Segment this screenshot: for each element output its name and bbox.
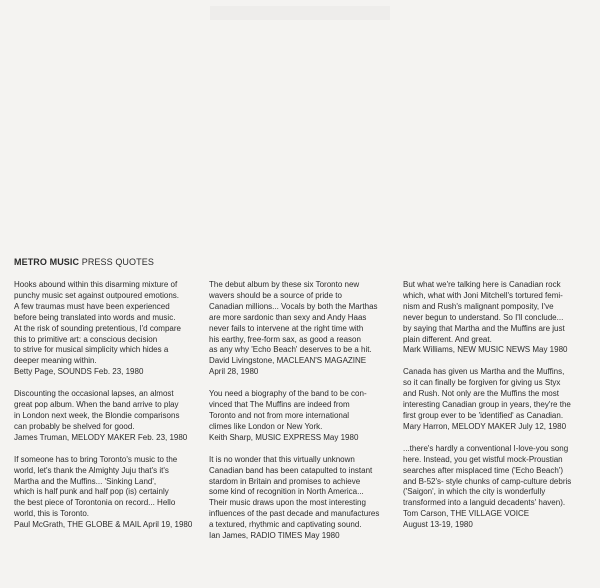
- press-quote: [209, 280, 394, 378]
- heading-subtitle: PRESS QUOTES: [79, 257, 154, 267]
- quote-citation: Betty Page, SOUNDS Feb. 23, 1980: [14, 367, 144, 377]
- quote-text: You need a biography of the band to be con- vinced that The Muffins are indeed from Toronto and not from more international climes like London or New York.: [209, 389, 367, 431]
- quotes-column-3: [403, 280, 591, 542]
- quote-text: Canada has given us Martha and the Muffins, so it can finally be forgiven for giving us Styx and Rush. Not only are the Muffins the most interesting Canadian group in years, they're the first group ever to be 'identified' as Canadian.: [403, 367, 571, 420]
- quote-citation: Ian James, RADIO TIMES May 1980: [209, 531, 340, 541]
- press-quote: [209, 389, 394, 444]
- quotes-column-1: [14, 280, 202, 542]
- quote-text: Hooks abound within this disarming mixture of punchy music set against outpoured emotions. A few traumas must have been experienced before being translated into words and music. At the risk of sounding pretentious, I'd compare this to primitive art: a conscious decision to strive for musical simplicity which hides a deeper meaning within.: [14, 280, 181, 366]
- quote-text: The debut album by these six Toronto new wavers should be a source of pride to Canadian millions... Vocals by both the Marthas are more sardonic than sexy and Andy Haas never fails to intervene at the right time with his earthy, free-form sax, as good a reason as any why 'Echo Beach' deserves to be a hit.: [209, 280, 378, 355]
- quote-text: If someone has to bring Toronto's music to the world, let's thank the Almighty Juju that's it's Martha and the Muffins... 'Sinking Land', which is half punk and half pop (is) certainly the best piece of Torontonia on record... Hello world, this is Toronto.: [14, 454, 178, 519]
- quote-citation: James Truman, MELODY MAKER Feb. 23, 1980: [14, 432, 188, 442]
- quote-citation: Mark Williams, NEW MUSIC NEWS May 1980: [403, 345, 568, 355]
- press-quote: [14, 280, 202, 378]
- press-quote: [403, 444, 591, 531]
- heading-brand: METRO MUSIC: [14, 257, 80, 267]
- quote-citation: Tom Carson, THE VILLAGE VOICE August 13-19, 1980: [403, 509, 530, 530]
- press-quote: [403, 367, 591, 432]
- press-quote: [14, 455, 202, 531]
- quote-text: Discounting the occasional lapses, an almost great pop album. When the band arrive to play in London next week, the Blondie comparisons can probably be shelved for good.: [14, 389, 180, 431]
- quote-citation: Paul McGrath, THE GLOBE & MAIL April 19, 1980: [14, 520, 193, 530]
- quote-citation: Keith Sharp, MUSIC EXPRESS May 1980: [209, 432, 359, 442]
- quote-text: But what we're talking here is Canadian rock which, what with Joni Mitchell's tortured femi- nism and Rush's malignant pomposity, I've never begun to understand. So I'll conclude... by saying that Martha and the Muffins are just plain different. And great.: [403, 280, 565, 344]
- quote-text: ...there's hardly a conventional I-love-you song here. Instead, you get wistful mock-Proustian searches after misplaced time ('Echo Beach') and B-52's- style chunks of camp-culture debris ('Saigon', in which the city is wonderfully transformed into a languid decadents' haven).: [403, 443, 572, 508]
- bleed-through-shadow: [210, 6, 390, 20]
- quote-citation: Mary Harron, MELODY MAKER July 12, 1980: [403, 421, 567, 431]
- press-quote: [14, 389, 202, 444]
- quote-text: It is no wonder that this virtually unknown Canadian band has been catapulted to instant stardom in Britain and promises to achieve some kind of recognition in North America... Their music draws upon the most interesting influences of the past decade and manufactures a textured, rhythmic and captivating sound.: [209, 454, 380, 530]
- page-heading: [14, 257, 154, 267]
- press-quote: [209, 455, 394, 542]
- quotes-column-2: [209, 280, 394, 553]
- quote-citation: David Livingstone, MACLEAN'S MAGAZINE April 28, 1980: [209, 356, 367, 377]
- press-quote: [403, 280, 591, 356]
